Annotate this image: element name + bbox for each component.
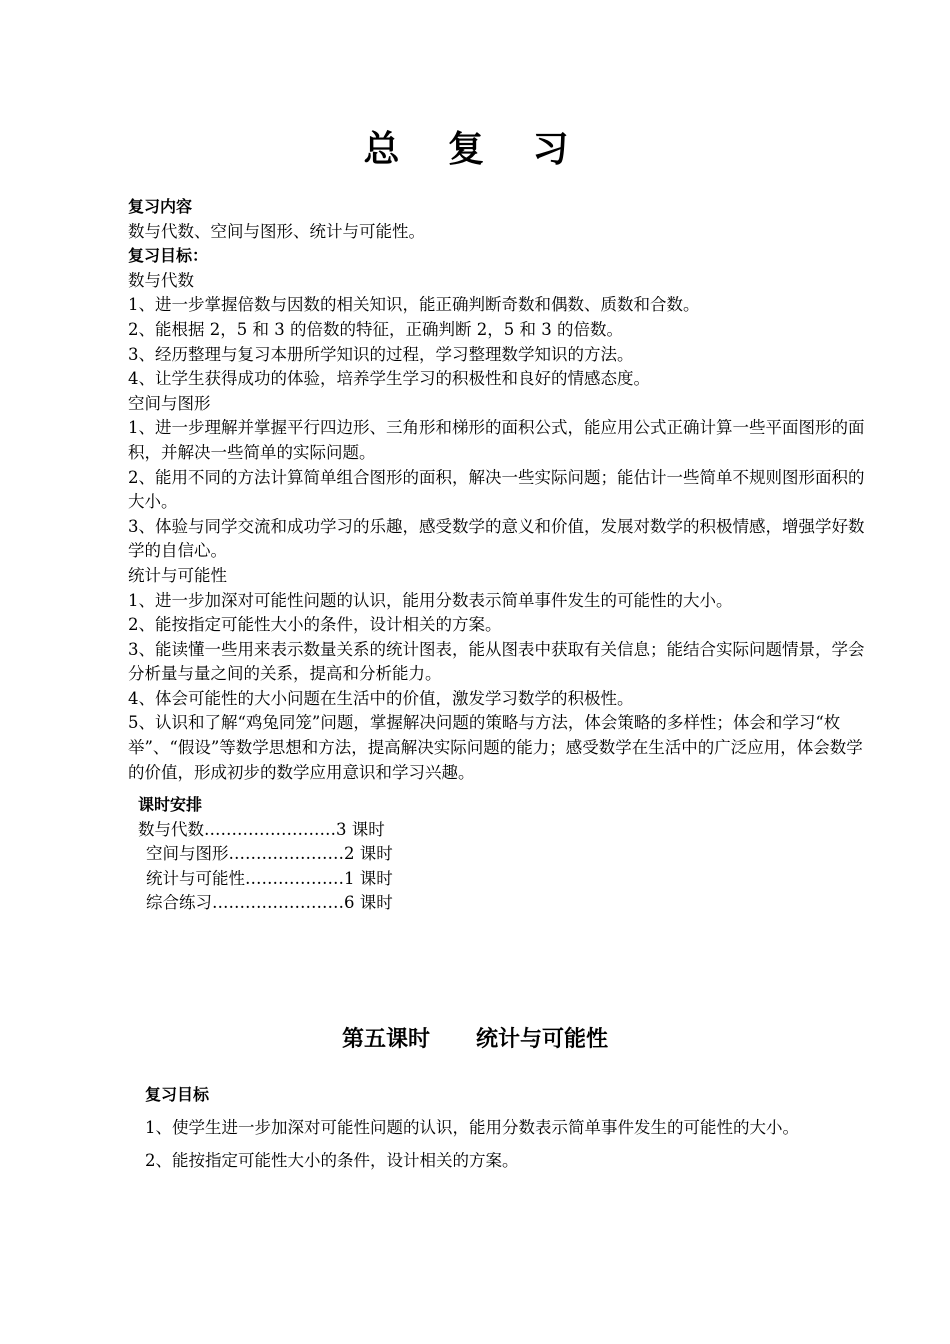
group-number-algebra-name: 数与代数 [128, 270, 194, 290]
group-space-shape-name: 空间与图形 [128, 393, 211, 413]
goal-item: 5、认识和了解“鸡兔同笼”问题，掌握解决问题的策略与方法，体会策略的多样性；体会和学习“枚举”、“假设”等数学思想和方法，提高解决实际问题的能力；感受数学在生活中的广泛应用，体会数学的价值，形成初步的数学应用意识和学习兴趣。 [128, 713, 863, 782]
schedule-row: 数与代数……………………3 课时 [138, 819, 385, 839]
review-section [128, 195, 868, 785]
goal-item: 1、进一步加深对可能性问题的认识，能用分数表示简单事件发生的可能性的大小。 [128, 590, 733, 610]
goal-item: 1、进一步掌握倍数与因数的相关知识，能正确判断奇数和偶数、质数和合数。 [128, 295, 700, 315]
goal-item: 2、能根据 2，5 和 3 的倍数的特征，正确判断 2，5 和 3 的倍数。 [128, 319, 623, 339]
review-goals-heading: 复习目标： [128, 246, 209, 266]
goal-item: 4、体会可能性的大小问题在生活中的价值，激发学习数学的积极性。 [128, 688, 634, 708]
schedule-heading: 课时安排 [138, 795, 203, 814]
goal-item: 3、体验与同学交流和成功学习的乐趣，感受数学的意义和价值，发展对数学的积极情感，增强学好数学的自信心。 [128, 516, 865, 561]
lesson-goal-item: 2、能按指定可能性大小的条件，设计相关的方案。 [145, 1151, 519, 1170]
schedule-section [138, 793, 393, 916]
lesson-goals-heading: 复习目标 [145, 1085, 210, 1104]
goal-item: 3、能读懂一些用来表示数量关系的统计图表，能从图表中获取有关信息；能结合实际问题情景，学会分析量与量之间的关系，提高和分析能力。 [128, 639, 865, 684]
schedule-row: 综合练习……………………6 课时 [146, 893, 393, 913]
schedule-row: 统计与可能性………………1 课时 [146, 868, 393, 888]
lesson-section [145, 1078, 865, 1177]
goal-item: 2、能按指定可能性大小的条件，设计相关的方案。 [128, 615, 502, 635]
lesson-title: 第五课时 统计与可能性 [342, 1027, 608, 1052]
group-statistics-name: 统计与可能性 [128, 565, 227, 585]
goal-item: 1、进一步理解并掌握平行四边形、三角形和梯形的面积公式，能应用公式正确计算一些平面图形的面积，并解决一些简单的实际问题。 [128, 418, 865, 462]
review-content-heading: 复习内容 [128, 197, 193, 216]
goal-item: 4、让学生获得成功的体验，培养学生学习的积极性和良好的情感态度。 [128, 369, 650, 389]
goal-item: 3、经历整理与复习本册所学知识的过程，学习整理数学知识的方法。 [128, 344, 634, 364]
goal-item: 2、能用不同的方法计算简单组合图形的面积，解决一些实际问题；能估计一些简单不规则图形面积的大小。 [128, 467, 865, 512]
schedule-row: 空间与图形…………………2 课时 [146, 844, 393, 864]
review-content-text: 数与代数、空间与图形、统计与可能性。 [128, 221, 425, 241]
page-title: 总 复 习 [363, 128, 587, 170]
lesson-goal-item: 1、使学生进一步加深对可能性问题的认识，能用分数表示简单事件发生的可能性的大小。 [145, 1118, 799, 1137]
